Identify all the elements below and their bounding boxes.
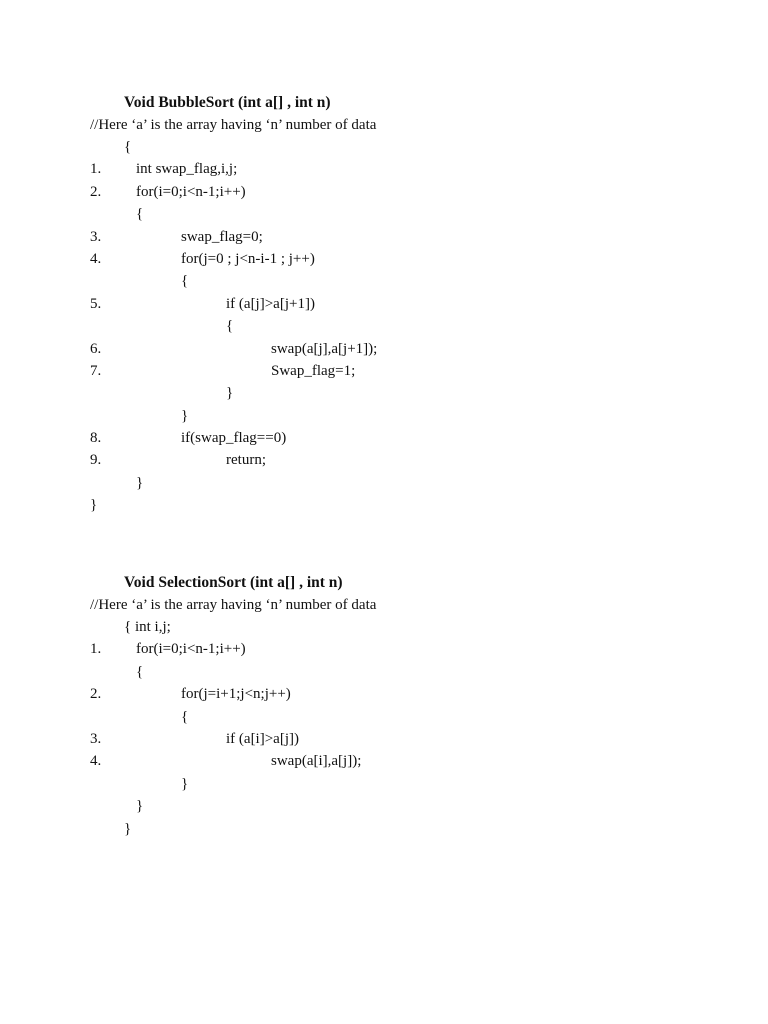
line-number: 2. [90,183,102,200]
code-text: } [181,407,189,424]
code-text: int swap_flag,i,j; [136,161,238,178]
code-text: Swap_flag=1; [271,362,356,379]
code-text: for(i=0;i<n-1;i++) [136,183,246,200]
code-line [0,270,768,292]
code-text: swap(a[i],a[j]); [271,753,362,770]
code-line [0,382,768,404]
code-line [0,638,768,660]
code-text: } [136,474,144,491]
selection-sort-title: Void SelectionSort (int a[] , int n) [124,574,343,591]
line-number: 2. [90,686,102,703]
code-line [0,773,768,795]
selection-sort-code [0,616,768,840]
code-text: { [124,139,132,155]
code-text: swap_flag=0; [181,228,263,245]
line-number: 8. [90,430,102,447]
line-number: 4. [90,250,102,267]
code-line [0,136,768,158]
code-text: for(i=0;i<n-1;i++) [136,641,246,658]
code-text: { int i,j; [124,619,171,635]
code-line [0,158,768,180]
line-number: 3. [90,730,102,747]
code-line [0,795,768,817]
code-line [0,449,768,471]
code-line [0,427,768,449]
code-text: return; [226,452,266,469]
code-text: for(j=i+1;j<n;j++) [181,686,291,703]
line-number: 3. [90,228,102,245]
line-number: 1. [90,161,102,178]
line-number: 7. [90,362,102,379]
code-line [0,203,768,225]
code-text: { [136,663,144,680]
code-text: if (a[i]>a[j]) [226,730,299,747]
line-number: 4. [90,753,102,770]
bubble-sort-comment: //Here ‘a’ is the array having ‘n’ number of data [90,117,377,133]
code-text: swap(a[j],a[j+1]); [271,340,378,357]
code-text: { [181,273,189,290]
code-text: { [226,318,234,335]
code-line [0,818,768,840]
line-number: 9. [90,452,102,469]
selection-sort-comment: //Here ‘a’ is the array having ‘n’ number of data [90,597,377,613]
code-line [0,360,768,382]
code-line [0,293,768,315]
code-line [0,728,768,750]
line-number: 6. [90,340,102,357]
line-number: 5. [90,295,102,312]
code-text: if(swap_flag==0) [181,430,287,447]
code-line [0,405,768,427]
bubble-sort-title: Void BubbleSort (int a[] , int n) [124,94,331,111]
line-number: 1. [90,641,102,658]
code-text: } [181,775,189,792]
code-line [0,338,768,360]
code-line [0,494,768,516]
code-line [0,750,768,772]
code-line [0,248,768,270]
code-line [0,683,768,705]
code-text: { [136,206,144,223]
code-text: } [136,798,144,815]
code-text: { [181,708,189,725]
code-line [0,706,768,728]
code-line [0,472,768,494]
code-line [0,661,768,683]
code-text: } [90,497,98,514]
bubble-sort-code [0,136,768,517]
code-line [0,226,768,248]
code-line [0,181,768,203]
code-text: } [124,820,132,837]
code-line [0,616,768,638]
code-line [0,315,768,337]
code-text: } [226,385,234,402]
code-text: for(j=0 ; j<n-i-1 ; j++) [181,250,315,267]
code-text: if (a[j]>a[j+1]) [226,295,315,312]
